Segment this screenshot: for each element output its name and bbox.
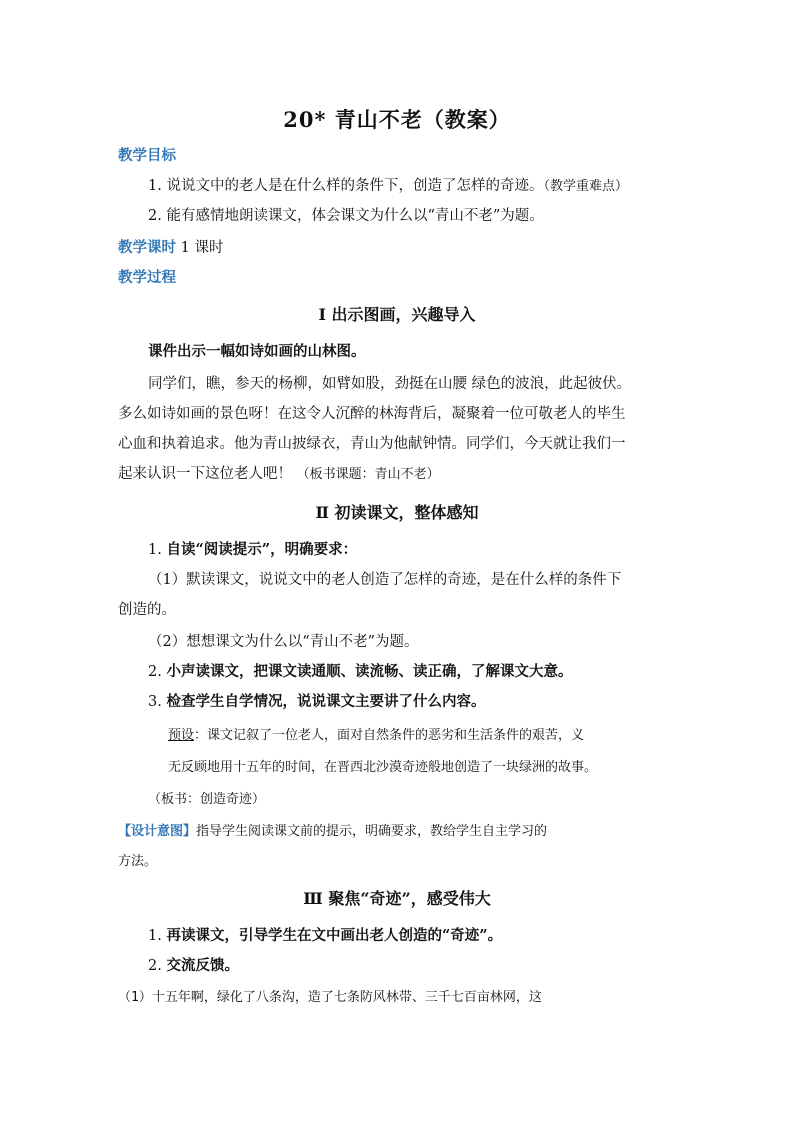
section-2-item-3-number: 3. (148, 694, 162, 710)
hours-heading: 教学课时 (118, 239, 176, 256)
section-2-item-2-number: 2. (148, 664, 162, 680)
goal-1-text: 说说文中的老人是在什么样的条件下，创造了怎样的奇迹。 (166, 178, 544, 194)
section-3-item-1-number: 1. (148, 928, 162, 944)
section-1-line-1: 同学们，瞧，参天的杨柳，如臂如股，劲挺在山腰 绿色的波浪，此起彼伏。 (148, 376, 632, 392)
section-3-item-2-text: 交流反馈。 (166, 957, 239, 974)
hours-value: 1 课时 (180, 240, 224, 256)
section-2-item-3-text: 检查学生自学情况，说说课文主要讲了什么内容。 (166, 693, 486, 710)
section-1-title: Ⅰ 出示图画，兴趣导入 (318, 305, 476, 324)
goal-2-text: 能有感情地朗读课文，体会课文为什么以“青山不老”为题。 (166, 208, 544, 224)
hours-row (118, 238, 223, 258)
section-1-line-3: 心血和执着追求。他为青山披绿衣，青山为他献钟情。同学们，今天就让我们一 (118, 436, 626, 452)
goal-1-number: 1. (148, 178, 162, 194)
section-2-sub-1: （1）默读课文，说说文中的老人创造了怎样的奇迹，是在什么样的条件下 (148, 572, 622, 588)
section-3-sub-1: （1）十五年啊，绿化了八条沟，造了七条防风林带、三千七百亩林网，这 (118, 990, 542, 1005)
section-2-item-2 (148, 662, 572, 682)
section-1-line-4: 起来认识一下这位老人吧！ (118, 466, 292, 482)
section-1-lead: 课件出示一幅如诗如画的山林图。 (148, 343, 366, 360)
section-2-item-3 (148, 692, 485, 712)
section-2-item-2-text: 小声读课文，把课文读通顺、读流畅、读正确，了解课文大意。 (166, 663, 573, 680)
section-3-title: Ⅲ 聚焦“奇迹”，感受伟大 (303, 889, 491, 908)
section-3-item-1-text: 再读课文，引导学生在文中画出老人创造的“奇迹”。 (166, 927, 503, 944)
goal-2-number: 2. (148, 208, 162, 224)
section-1-line-4-row (118, 464, 440, 485)
design-intent-tag: 【设计意图】 (118, 824, 197, 839)
page-title: 20* 青山不老（教案） (283, 107, 511, 132)
preset-line-1 (168, 726, 584, 746)
section-1-line-2: 多么如诗如画的景色呀！在这令人沉醉的林海背后，凝聚着一位可敬老人的毕生 (118, 406, 626, 422)
design-intent-line-2: 方法。 (118, 854, 158, 869)
preset-label: 预设 (168, 728, 195, 743)
goal-item-2 (148, 206, 544, 226)
section-2-title: Ⅱ 初读课文，整体感知 (315, 503, 479, 522)
preset-text-1: ：课文记叙了一位老人，面对自然条件的恶劣和生活条件的艰苦，义 (194, 728, 585, 743)
section-2-item-1 (148, 540, 357, 560)
section-2-sub-1-cont: 创造的。 (118, 602, 176, 618)
section-3-item-1 (148, 926, 502, 946)
section-2-board-note: （板书：创造奇迹） (148, 792, 266, 807)
section-1-board-note: （板书课题：青山不老） (296, 467, 440, 482)
section-3-item-2-number: 2. (148, 958, 162, 974)
design-intent-line-1 (118, 822, 547, 842)
preset-line-2: 无反顾地用十五年的时间，在晋西北沙漠奇迹般地创造了一块绿洲的故事。 (168, 760, 598, 775)
design-intent-text-1: 指导学生阅读课文前的提示，明确要求，教给学生自主学习的 (196, 824, 548, 839)
goal-item-1 (148, 176, 628, 197)
goals-heading: 教学目标 (118, 147, 176, 164)
process-heading: 教学过程 (118, 269, 176, 286)
section-3-item-2 (148, 956, 239, 976)
section-2-item-1-number: 1. (148, 542, 162, 558)
goal-1-note: （教学重难点） (543, 179, 628, 194)
section-2-sub-2: （2）想想课文为什么以“青山不老”为题。 (148, 634, 419, 650)
section-2-item-1-text: 自读“阅读提示”，明确要求： (166, 541, 358, 558)
